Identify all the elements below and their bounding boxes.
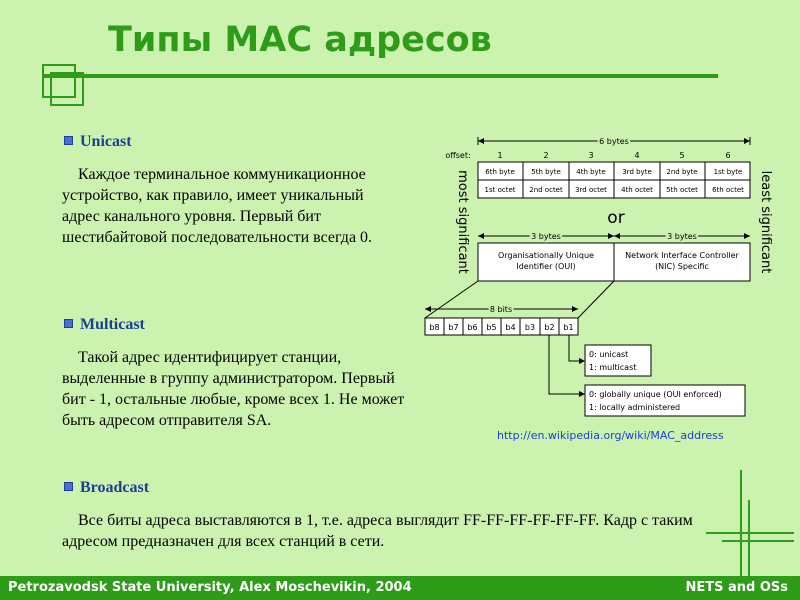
bit-cell: b1 [563,323,574,332]
b2-option-global: 0: globally unique (OUI enforced) [589,390,722,399]
oui-label-line1: Organisationally Unique [498,251,594,260]
corner-decoration [722,540,794,542]
diagram-or-label: or [607,208,625,228]
bit-cell: b8 [429,323,440,332]
byte-cell: 1st byte [713,168,743,176]
nic-label-line1: Network Interface Controller [625,251,739,260]
octet-cell: 4th octet [621,186,653,194]
offset-6: 6 [725,151,731,160]
corner-decoration [748,500,750,576]
section-text-unicast: Каждое терминальное коммуникационное устройство, как правило, имеет уникальный адрес канального уровня. Первый бит шестибайтовой последовательности всегда 0. [62,166,373,246]
byte-cell: 4th byte [576,168,606,176]
bullet-icon [64,319,73,328]
diagram-eight-bits-label: 8 bits [489,305,513,314]
octet-cell: 6th octet [712,186,744,194]
corner-decoration [740,470,742,576]
bullet-icon [64,482,73,491]
section-heading-unicast: Unicast [64,133,132,151]
section-text-multicast: Такой адрес идентифицирует станции, выделенные в группу администратором. Первый бит - 1, остальные любые, кроме всех 1. Не может быть адресом отправителя SA. [62,349,405,429]
footer-right-text: NETS and OSs [685,580,788,595]
offset-1: 1 [497,151,503,160]
byte-cell: 6th byte [485,168,515,176]
octet-cell: 2nd octet [529,186,563,194]
b1-option-multicast: 1: multicast [589,363,637,372]
footer-left-text: Petrozavodsk State University, Alex Moschevikin, 2004 [8,580,412,595]
bit-cell: b6 [467,323,478,332]
offset-5: 5 [679,151,685,160]
slide-title: Типы MAC адресов [108,20,492,60]
b2-option-local: 1: locally administered [589,403,681,412]
oui-label-line2: Identifier (OUI) [516,262,576,271]
bit-cell: b3 [524,323,536,332]
bullet-icon [64,136,73,145]
byte-cell: 3rd byte [622,168,652,176]
bit-cell: b4 [505,323,516,332]
byte-cell: 2nd byte [666,168,698,176]
diagram-three-bytes-label-1: 3 bytes [531,232,561,241]
octet-cell: 5th octet [666,186,698,194]
b1-option-unicast: 0: unicast [589,350,629,359]
diagram-offset-label: offset: [445,151,471,160]
footer-bar [0,576,800,600]
diagram-six-bytes-label: 6 bytes [599,137,629,146]
nic-label-line2: (NIC) Specific [655,262,709,271]
offset-4: 4 [634,151,640,160]
section-heading-broadcast: Broadcast [64,479,149,497]
section-heading-multicast: Multicast [64,316,145,334]
octet-cell: 3rd octet [575,186,607,194]
corner-decoration [706,532,794,534]
bit-cell: b5 [486,323,497,332]
title-rule [42,74,718,78]
most-significant-label: most significant [455,170,470,274]
least-significant-label: least significant [758,170,773,274]
byte-cell: 5th byte [531,168,561,176]
diagram-three-bytes-label-2: 3 bytes [667,232,697,241]
octet-cell: 1st octet [484,186,516,194]
offset-3: 3 [588,151,594,160]
offset-2: 2 [543,151,549,160]
section-text-broadcast: Все биты адреса выставляются в 1, т.е. адреса выглядит FF-FF-FF-FF-FF-FF. Кадр с таким адресом предназначен для всех станций в сети. [62,512,693,550]
bit-cell: b7 [448,323,459,332]
bit-cell: b2 [544,323,555,332]
mac-address-diagram [420,132,780,422]
source-link[interactable]: http://en.wikipedia.org/wiki/MAC_address [497,429,724,442]
